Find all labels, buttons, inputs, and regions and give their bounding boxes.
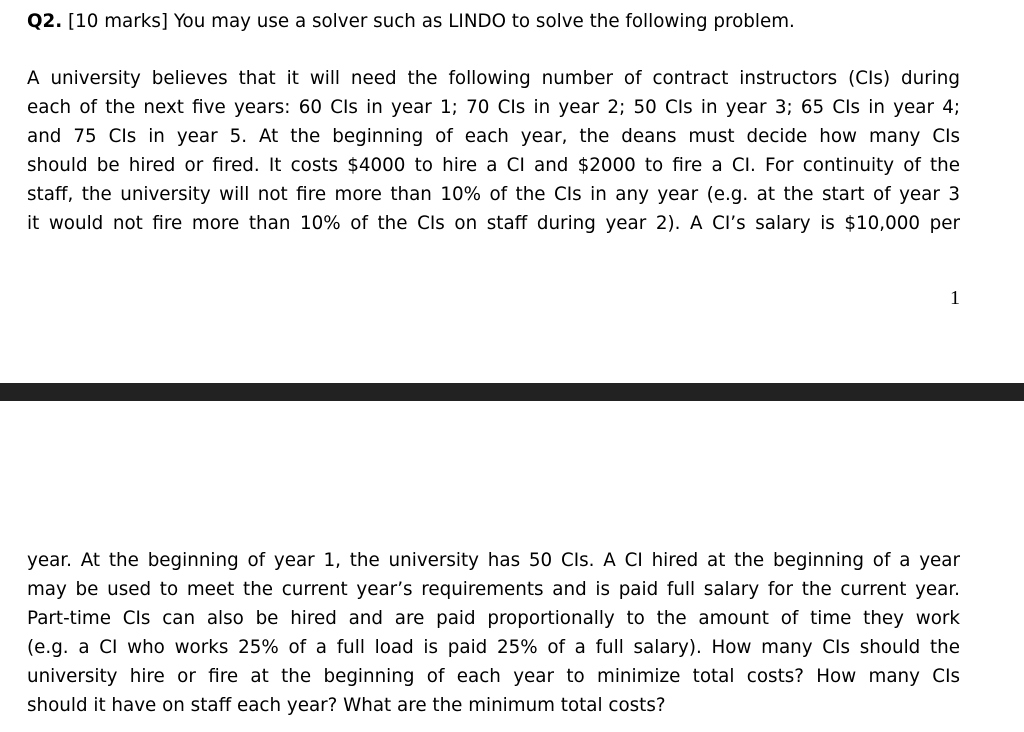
paragraph-line: university hire or fire at the beginning of each year to minimize total costs? How many CIs xyxy=(27,666,960,687)
question-heading xyxy=(27,7,960,36)
paragraph-line: Part-time CIs can also be hired and are paid proportionally to the amount of time they work xyxy=(27,608,960,629)
paragraph-line: each of the next five years: 60 CIs in year 1; 70 CIs in year 2; 50 CIs in year 3; 65 CIs in year 4; xyxy=(27,97,960,118)
paragraph-line: and 75 CIs in year 5. At the beginning of each year, the deans must decide how many CIs xyxy=(27,126,960,147)
paragraph-line: staff, the university will not fire more than 10% of the CIs in any year (e.g. at the start of year 3 xyxy=(27,184,960,205)
paragraph-line: (e.g. a CI who works 25% of a full load is paid 25% of a full salary). How many CIs should the xyxy=(27,637,960,658)
question-label: Q2. xyxy=(27,11,63,32)
page-number: 1 xyxy=(950,287,960,309)
paragraph-line: year. At the beginning of year 1, the university has 50 CIs. A CI hired at the beginning of a year xyxy=(27,550,960,571)
paragraph-line: should be hired or fired. It costs $4000 to hire a CI and $2000 to fire a CI. For continuity of the xyxy=(27,155,960,176)
question-heading-text: [10 marks] You may use a solver such as LINDO to solve the following problem. xyxy=(62,11,795,32)
paragraph-line: it would not fire more than 10% of the CIs on staff during year 2). A CI’s salary is $10,000 per xyxy=(27,213,960,234)
paragraph-line: should it have on staff each year? What are the minimum total costs? xyxy=(27,695,666,716)
page-break-divider xyxy=(0,383,1024,401)
paragraph-line: A university believes that it will need the following number of contract instructors (CIs) during xyxy=(27,68,960,89)
paragraph-line: may be used to meet the current year’s requirements and is paid full salary for the current year. xyxy=(27,579,960,600)
